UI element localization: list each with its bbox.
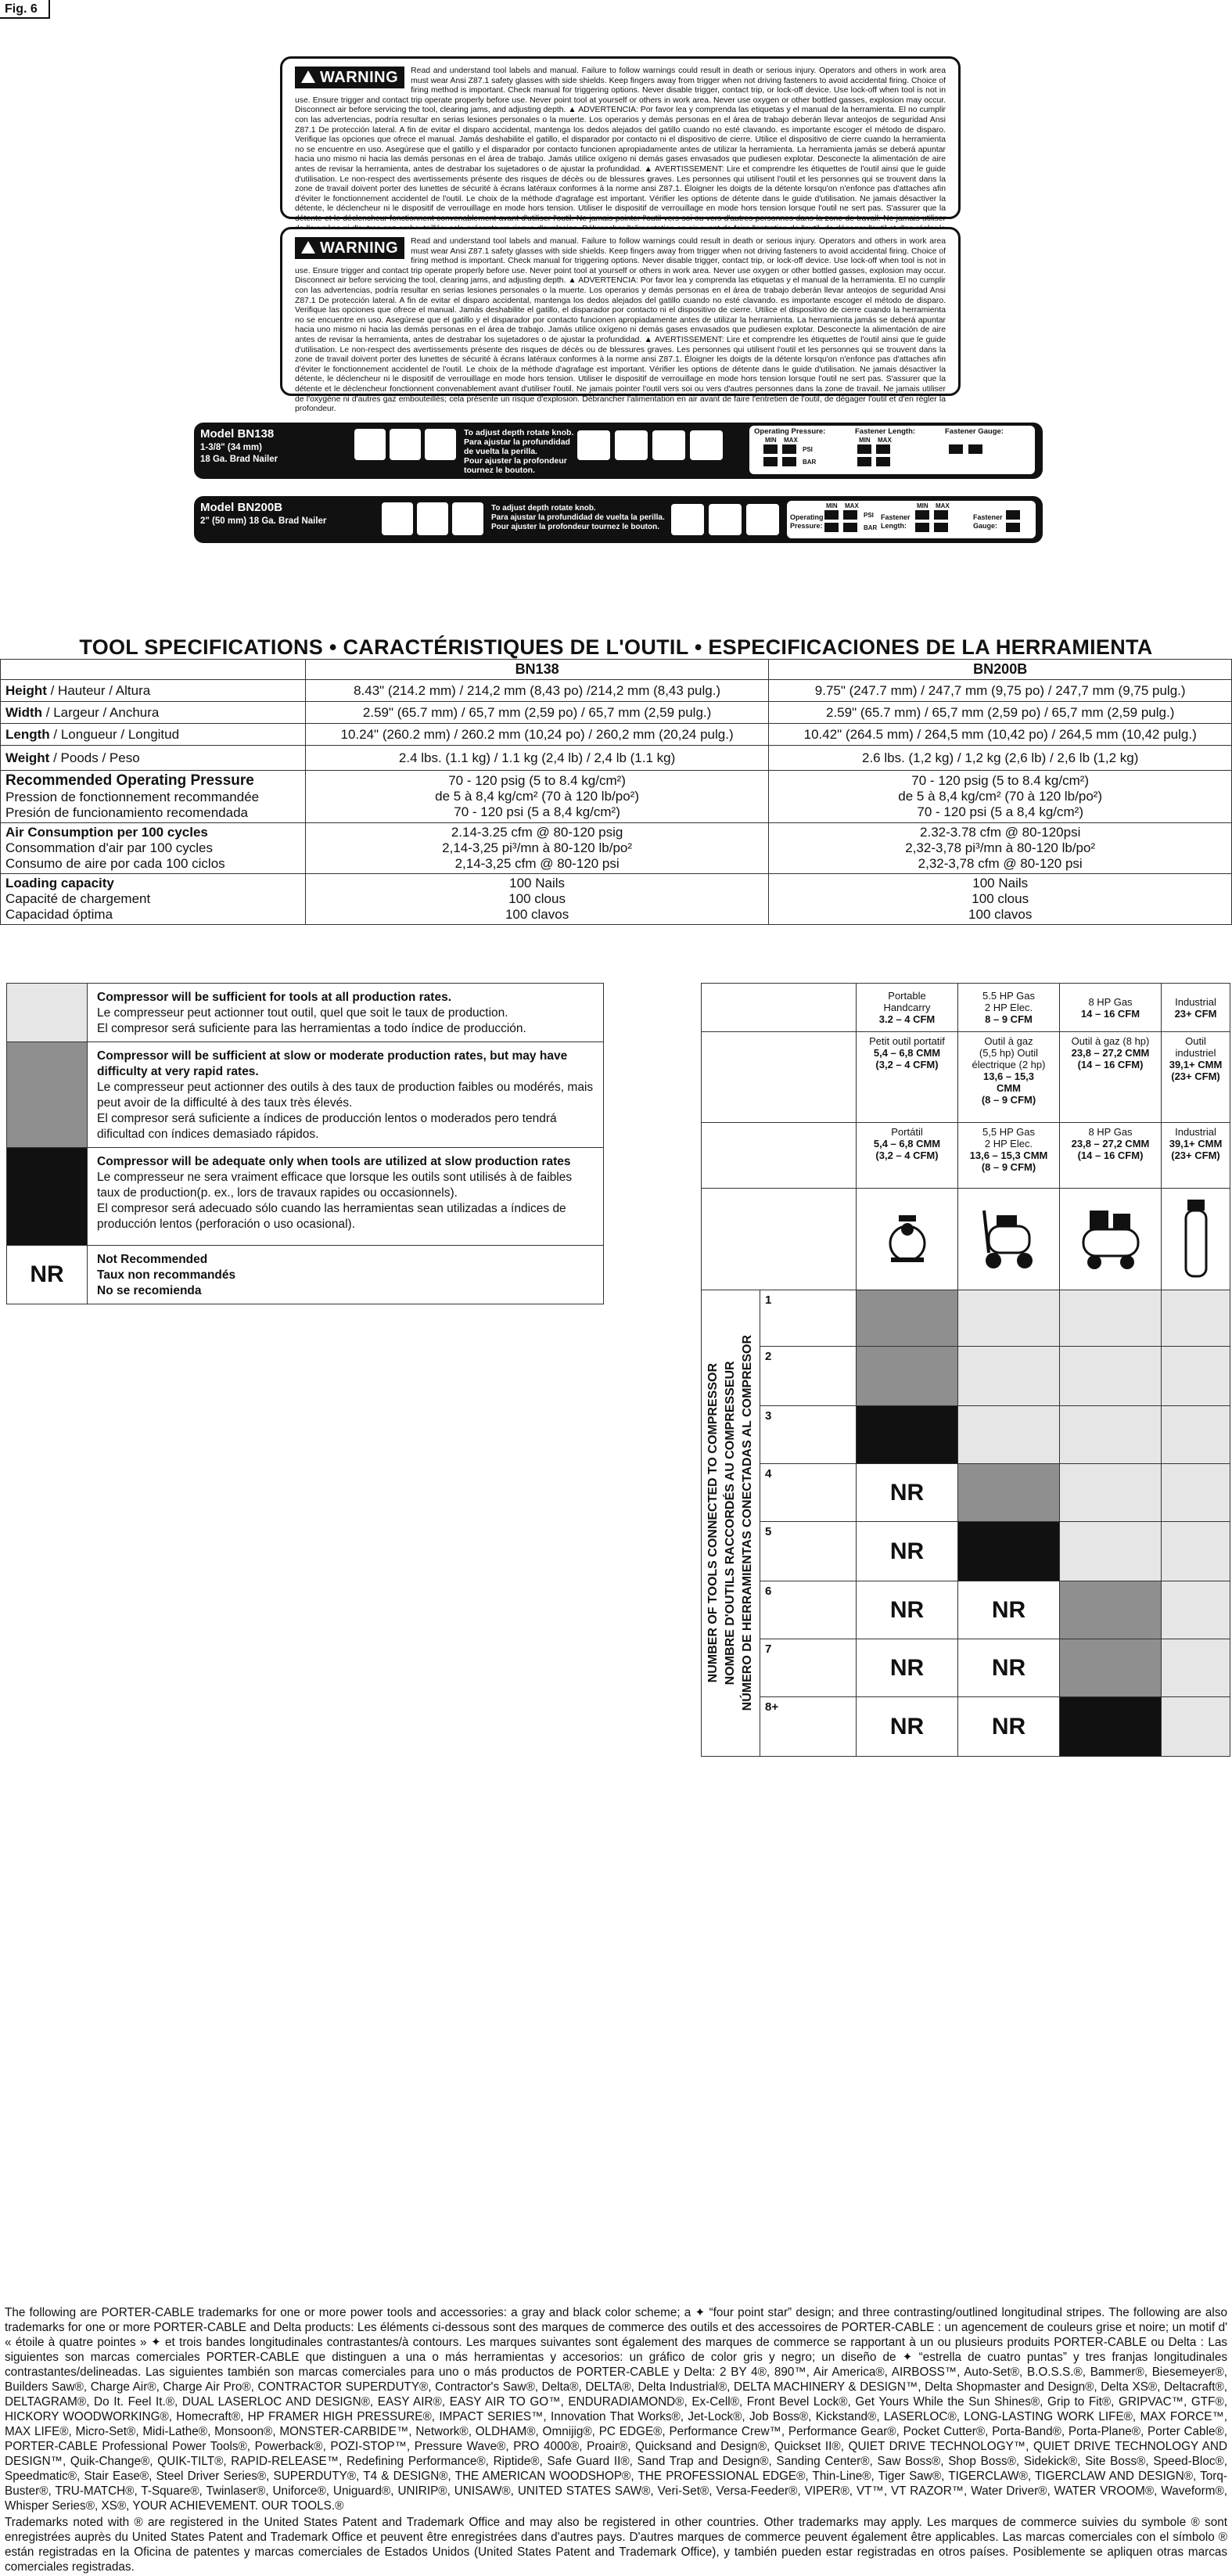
spec-value-line: 100 clous [508, 891, 566, 906]
value-box [1006, 510, 1020, 520]
col-text: 14 – 16 CFM [1080, 1007, 1140, 1020]
legend-es: No se recomienda [97, 1284, 202, 1297]
depth-line: To adjust depth rotate knob. [464, 428, 574, 437]
value-box [934, 510, 948, 520]
value-box [843, 510, 857, 520]
length-label: Length: [881, 522, 907, 530]
trademark-paragraph: The following are PORTER-CABLE trademarks for one or more power tools and accessories: a gray and black color scheme; a ✦ “four point star” design; and three contrasting/outlined longitudinal stripes. The following are also trademarks for one or more PORTER-CABLE and Delta products: Les éléments ci-dessous sont des marques de commerce des outils et des accessoires de PORTER-CABLE : un agencement de couleurs grise et noire; un motif d' « étoile à quatre pointes » ✦ et trois bandes longitudinales contrastantes/à contours. Les marques suivantes sont également des marques de commerce se rapportant à un ou plusieurs produits PORTER-CABLE ou Delta : Las siguientes son marcas comerciales PORTER-CABLE que distinguen a una o más herramientas y accesorios: un gráfico de color gris y negro; un diseño de ✦ “estrella de cuatro puntas” y tres franjas longitudinales contrastantes/delineadas. Las siguientes también son marcas comerciales para uno o más productos de PORTER-CABLE y Delta: 2 BY 4®, 890™, Air America®, AIRBOSS™, Auto-Set®, B.O.S.S.®, Bammer®, Biesemeyer®, Builders Saw®, Charge Air®, Charge Air Pro®, CONTRACTOR SUPERDUTY®, Contractor's Saw®, Delta®, DELTA®, Delta Industrial®, DELTA MACHINERY & DESIGN™, Delta Shopmaster and Design®, Delta XS®, Deltacraft®, DELTAGRAM®, Do It. Feel It.®, DUAL LASERLOC AND DESIGN®, EASY AIR®, EASY AIR TO GO™, ENDURADIAMOND®, Ex-Cell®, Front Bevel Lock®, Get Yours While the Sun Shines®, Grip to Fit®, GRIPVAC™, GTF®, HICKORY WOODWORKING®, Homecraft®, HP FRAMER HIGH PRESSURE®, IMPACT SERIES™, Innovation That Works®, Jet-Lock®, Job Boss®, Kickstand®, LASERLOC®, LONG-LASTING WORK LIFE®, MAX FORCE™, MAX LIFE®, Micro-Set®, Midi-Lathe®, Monsoon®, MONSTER-CARBIDE™, Network®, OLDHAM®, Omnijig®, PC EDGE®, Performance Crew™, Performance Gear®, Pocket Cutter®, Porta-Band®, Porta-Plane®, Porter Cable®, PORTER-CABLE Professional Power Tools®, Powerback®, POZI-STOP™, Pressure Wave®, PRO 4000®, Proair®, Quicksand and Design®, Quickset II®, QUIET DRIVE TECHNOLOGY™, QUIET DRIVE TECHNOLOGY AND DESIGN™, Quik-Change®, QUIK-TILT®, RAPID-RELEASE™, Redefining Performance®, Riptide®, Safe Guard II®, Sand Trap and Design®, Sanding Center®, Saw Boss®, Shop Boss®, Sidekick®, Site Boss®, Speed-Bloc®, Speedmatic®, Stair Ease®, Steel Driver Series®, SUPERDUTY®, T4 & DESIGN®, THE AMERICAN WOODSHOP®, THE PROFESSIONAL EDGE®, Thin-Line®, Tiger Saw®, TIGERCLAW®, TIGERCLAW AND DESIGN®, Torq-Buster®, TRU-MATCH®, T-Square®, Twinlaser®, Uniforce®, Uniguard®, UNIRIP®, UNISAW®, UNITED STATES SAW®, Veri-Set®, Versa-Feeder®, VIPER®, VT™, VT RAZOR™, Water Driver®, WATER VROOM®, Waveform®, Whisper Series®, XS®, YOUR ACHIEVEMENT. OUR TOOLS.® [5, 2306, 1227, 2513]
portable-compressor-icon [880, 1211, 935, 1265]
cell-light [1060, 1347, 1162, 1406]
col-portable [857, 1123, 958, 1189]
row-number: 7 [760, 1639, 857, 1697]
cell-light [1060, 1464, 1162, 1522]
spec-value: 2.59" (65.7 mm) / 65,7 mm (2,59 po) / 65,7 mm (2,59 pulg.) [305, 702, 769, 724]
depth-line: Para ajustar la profundidad [464, 437, 570, 447]
nail-diagram-icon [652, 430, 685, 460]
plate-type: 18 Ga. Brad Nailer [200, 455, 278, 464]
cell-light [1162, 1290, 1230, 1347]
model-plate-bn200b [194, 496, 1043, 543]
spec-label-line: Consommation d'air par 100 cycles [5, 840, 213, 855]
spec-value [305, 874, 769, 925]
spec-value: 2.4 lbs. (1.1 kg) / 1.1 kg (2,4 lb) / 2,4 lb (1.1 kg) [305, 746, 769, 771]
industrial-compressor-icon [1162, 1189, 1230, 1290]
value-box [857, 444, 871, 454]
specs-header-row [1, 660, 1232, 680]
spec-value: 10.24" (260.2 mm) / 260.2 mm (10,24 po) / 260,2 mm (20,24 pulg.) [305, 724, 769, 746]
cell-light [1060, 1406, 1162, 1464]
bar-label: BAR [803, 459, 817, 466]
spec-value-line: 2.32-3.78 cfm @ 80-120psi [920, 825, 1081, 840]
col-text: 3.2 – 4 CFM [878, 1013, 936, 1025]
spec-value-line: 100 clavos [505, 907, 569, 922]
cell-light [1162, 1347, 1230, 1406]
legend-en: Compressor will be adequate only when tools are utilized at slow production rates [97, 1155, 571, 1168]
warning-text-2: Read and understand tool labels and manual. Failure to follow warnings could result in death or serious injury. Operators and others in work area must wear Ansi Z87.1 safety glasses with side shields. Keep fingers away from trigger when not driving fasteners to avoid accidental firing. Choice of firing method is important. Check manual for triggering options. Never disable trigger, contact trip, or lock-off device. Use lock-off when tool is not in use. Ensure trigger and contact trip operate properly before use. Never point tool at yourself or others in work area. Never use oxygen or other bottled gasses, explosion may occur. Disconnect air before servicing the tool, clearing jams, and adjusting depth. ▲ ADVERTENCIA: Por favor lea y comprenda las etiquetas y el manual de la herramienta. El no cumplir con las advertencias, podría resultar en serias lesiones personales o la muerte. Los operarios y demás personas en el área de trabajo deberán llevar anteojos de seguridad Ansi Z87.1 De protección lateral. A fin de evitar el disparo accidental, mantenga los dedos alejados del gatillo cuando no esté clavando. es importante escoger el método de disparo. Verifique las opciones que ofrece el manual. Jamás deshabilite el gatillo, el disparador por contacto ni el dispositivo de cierre. Utilice el dispositivo de cierre cuando la herramienta no se encuentre en uso. Asegúrese que el gatillo y el disparador por contacto funcionen apropiadamente antes de utilizar la herramienta. La herramienta jamás se deberá apuntar hacia uno mismo ni hacia las demás personas en el área de trabajo. Jamás utilice oxígeno ni demás gases envasados que pudiesen explotar. Desconecte la alimentación de aire antes de revisar la herramienta, antes de destrabar los sujetadores o de ajustar la profundidad. ▲ AVERTISSEMENT: Lire et comprendre les étiquettes de l'outil ainsi que le guide d'utilisation. Le non-respect des avertissements présente des risques de décès ou de blessures graves. Les personnes qui utilisent l'outil et les personnes qui se trouvent dans la zone de travail doivent porter des lunettes de sécurité à écrans latéraux conformes à la norme ansi Z87.1. Éloigner les doigts de la détente lorsqu'on n'enfonce pas d'attaches afin d'éviter le fonctionnement accidentel de l'outil. Le choix de la méthode d'agrafage est important. Vérifier les options de détente dans le guide d'utilisation. Ne jamais désactiver la détente, le déclencheur ni le dispositif de verrouillage en mode hors tension. Utiliser le dispositif de verrouillage en mode hors tension lorsque l'outil ne sert pas. S'assurer que la détente et le déclencheur fonctionnent convenablement avant d'utiliser l'outil. Ne jamais pointer l'outil vers soi ou vers d'autres personnes dans la zone de travail. Ne jamais utiliser de l'oxygène ni d'autres gaz embouteillés; cela présente un risque d'explosion. Débrancher l'alimentation en air avant de faire l'entretien de l'outil, de dégager l'outil et d'en régler la profondeur. [295, 237, 946, 414]
min-label: MIN [765, 437, 777, 444]
operating-pressure-panel [749, 426, 1035, 474]
plate-size: 1-3/8" (34 mm) [200, 443, 262, 452]
spec-value: 8.43" (214.2 mm) / 214,2 mm (8,43 po) /214,2 mm (8,43 pulg.) [305, 680, 769, 702]
spec-value: 10.42" (264.5 mm) / 264,5 mm (10,42 po) / 264,5 mm (10,42 pulg.) [769, 724, 1232, 746]
spec-value-line: 70 - 120 psi (5 a 8,4 kg/cm²) [454, 804, 620, 819]
cell-nr: NR [857, 1581, 958, 1639]
spec-value: 2.59" (65.7 mm) / 65,7 mm (2,59 po) / 65,7 mm (2,59 pulg.) [769, 702, 1232, 724]
operating-label: Operating [790, 513, 824, 521]
nail-diagram-icon [746, 504, 779, 535]
col-5hp [958, 984, 1060, 1032]
warning-triangle-icon [301, 241, 315, 254]
spec-value-line: 2,14-3,25 pi³/mn à 80-120 lb/po² [442, 840, 633, 855]
col-industrial [1162, 984, 1230, 1032]
spec-label-line: Pression de fonctionnement recommandée [5, 790, 260, 804]
spec-value-line: 100 Nails [509, 876, 566, 890]
safety-pictogram-icon [425, 429, 456, 460]
figure-label: Fig. 6 [0, 0, 50, 19]
cell-medium [958, 1464, 1060, 1522]
compressor-legend [6, 983, 604, 1304]
min-label: MIN [859, 437, 871, 444]
fastener-label: Fastener [973, 513, 1003, 521]
plate-size-type: 2" (50 mm) 18 Ga. Brad Nailer [200, 516, 327, 526]
bar-label: BAR [864, 524, 878, 531]
value-box [1006, 523, 1020, 532]
spec-value-line: 100 Nails [972, 876, 1029, 890]
spec-label-line: Air Consumption per 100 cycles [5, 825, 208, 840]
spec-value [769, 823, 1232, 874]
legend-en: Not Recommended [97, 1253, 208, 1266]
compressor-table [701, 983, 1230, 1757]
nail-diagram-icon [690, 430, 723, 460]
max-label: MAX [878, 437, 892, 444]
legend-en: Compressor will be sufficient at slow or moderate production rates, but may have difficulty at very rapid rates. [97, 1049, 568, 1078]
col-text: 23+ CFM [1174, 1007, 1217, 1020]
min-label: MIN [826, 502, 838, 509]
spec-label-line: Presión de funcionamiento recomendada [5, 805, 248, 820]
col-text: 2 HP Elec. [984, 1002, 1033, 1013]
col-text: 39,1+ CMM [1169, 1059, 1223, 1070]
col-text: (8 – 9 CFM) [981, 1161, 1036, 1173]
col-text: 5.5 HP Gas [982, 990, 1035, 1002]
value-box [843, 523, 857, 532]
cell-medium [857, 1347, 958, 1406]
vertical-label-cell [702, 1290, 760, 1757]
wheeled-compressor-icon [958, 1189, 1060, 1290]
blank [702, 1189, 857, 1290]
legend-text [88, 984, 536, 1042]
nail-diagram-icon [671, 504, 704, 535]
vertical-label-line: NOMBRE D'OUTILS RACCORDÉS AU COMPRESSEUR [724, 1361, 737, 1686]
warning-heading-2: WARNING [295, 237, 404, 259]
legend-swatch-dark [7, 1148, 88, 1245]
compressor-header-es [702, 1123, 1230, 1189]
col-text: Outil à gaz (8 hp) [1071, 1035, 1150, 1047]
psi-label: PSI [803, 446, 813, 453]
col-text: (23+ CFM) [1171, 1149, 1220, 1161]
col-5hp [958, 1032, 1060, 1123]
legend-es: El compresor será suficiente para las herramientas a todo índice de producción. [97, 1022, 526, 1035]
col-portable [857, 984, 958, 1032]
gas-compressor-icon [1076, 1203, 1146, 1273]
tool-count-row-2 [702, 1347, 1230, 1406]
col-text: 23,8 – 27,2 CMM [1071, 1138, 1150, 1149]
cell-nr: NR [857, 1522, 958, 1581]
col-text: (5,5 hp) Outil [979, 1047, 1039, 1059]
cell-medium [1060, 1581, 1162, 1639]
cell-light [958, 1290, 1060, 1347]
value-box [968, 444, 982, 454]
cell-nr: NR [958, 1697, 1060, 1757]
legend-fr: Le compresseur ne sera vraiment efficace que lorsque les outils sont utilisés à de faibles taux de production(p. ex., lors de travaux rapides ou occasionnels). [97, 1171, 573, 1200]
tool-count-row-7 [702, 1639, 1230, 1697]
vertical-label [705, 1335, 756, 1711]
tool-count-row-1 [702, 1290, 1230, 1347]
legend-text [88, 1148, 603, 1245]
value-box [857, 457, 871, 466]
cell-light [1162, 1406, 1230, 1464]
pressure-label: Pressure: [790, 522, 823, 530]
cell-light [1162, 1464, 1230, 1522]
spec-row-height [1, 680, 1232, 702]
spec-value-line: 70 - 120 psig (5 to 8.4 kg/cm²) [911, 773, 1090, 788]
cell-light [958, 1347, 1060, 1406]
legend-swatch-medium [7, 1042, 88, 1147]
spec-value-line: 100 clous [972, 891, 1029, 906]
cell-light [1162, 1697, 1230, 1757]
spec-label [1, 823, 306, 874]
trademark-footer [5, 2305, 1227, 2576]
legend-fr: Le compresseur peut actionner des outils à des taux de production faibles ou modérés, mais peut avoir de la difficulté à des taux très élevés. [97, 1081, 594, 1110]
col-text: 39,1+ CMM [1169, 1138, 1223, 1149]
spec-value-line: 2,32-3,78 pi³/mn à 80-120 lb/po² [905, 840, 1096, 855]
depth-line: Pour ajuster la profondeur tournez le bouton. [491, 523, 660, 531]
spec-row-air [1, 823, 1232, 874]
value-box [763, 457, 778, 466]
warning-triangle-icon [301, 70, 315, 83]
col-text: Petit outil portatif [869, 1035, 945, 1047]
col-text: (23+ CFM) [1171, 1070, 1220, 1082]
cell-medium [1060, 1639, 1162, 1697]
blank [702, 1123, 857, 1189]
value-box [915, 510, 929, 520]
warning-label-2 [280, 227, 961, 414]
value-box [949, 444, 963, 454]
spec-row-width [1, 702, 1232, 724]
row-number: 2 [760, 1347, 857, 1406]
spec-value-line: de 5 à 8,4 kg/cm² (70 à 120 lb/po²) [898, 789, 1103, 804]
col-5hp [958, 1123, 1060, 1189]
col-text: industriel [1175, 1047, 1216, 1059]
spec-value [769, 874, 1232, 925]
spec-label [1, 874, 306, 925]
spec-label-line: Recommended Operating Pressure [5, 772, 254, 789]
portable-compressor-icon [857, 1189, 958, 1290]
max-label: MAX [784, 437, 798, 444]
depth-line: To adjust depth rotate knob. [491, 504, 596, 513]
depth-text [464, 428, 573, 475]
nail-diagram-icon [577, 430, 610, 460]
col-text: 5,5 HP Gas [982, 1126, 1035, 1138]
cell-light [958, 1406, 1060, 1464]
col-text: (14 – 16 CFM) [1077, 1059, 1144, 1070]
spec-value: 9.75" (247.7 mm) / 247,7 mm (9,75 po) / 247,7 mm (9,75 pulg.) [769, 680, 1232, 702]
industrial-compressor-icon [1176, 1195, 1216, 1281]
spec-value-line: de 5 à 8,4 kg/cm² (70 à 120 lb/po²) [435, 789, 639, 804]
header-blank [1, 660, 306, 680]
depth-line: Para ajustar la profundidad de vuelta la perilla. [491, 513, 665, 522]
col-text: (3,2 – 4 CFM) [875, 1149, 939, 1161]
legend-row-medium [7, 1042, 603, 1148]
row-number: 8+ [760, 1697, 857, 1757]
col-text: 13,6 – 15,3 CMM [969, 1149, 1048, 1161]
fastener-label: Fastener [881, 513, 911, 521]
safety-pictogram-icon [382, 502, 413, 535]
blank [702, 1032, 857, 1123]
legend-en: Compressor will be sufficient for tools at all production rates. [97, 991, 452, 1004]
fastener-length-label: Fastener Length: [855, 427, 916, 436]
spec-value-line: 2.14-3.25 cfm @ 80-120 psig [451, 825, 623, 840]
compressor-chart [701, 983, 1230, 1757]
header-bn138: BN138 [305, 660, 769, 680]
col-text: Portátil [891, 1126, 923, 1138]
tool-count-row-3 [702, 1406, 1230, 1464]
spec-value-line: 100 clavos [968, 907, 1033, 922]
col-text: 8 HP Gas [1088, 1126, 1133, 1138]
spec-value [305, 823, 769, 874]
cell-light [1060, 1290, 1162, 1347]
depth-line: Pour ajuster la profondeur [464, 456, 567, 466]
safety-pictogram-icon [390, 429, 421, 460]
col-portable [857, 1032, 958, 1123]
warning-label-1 [280, 56, 961, 223]
cell-light [1162, 1639, 1230, 1697]
col-text: 8 HP Gas [1088, 995, 1133, 1008]
cell-nr: NR [958, 1639, 1060, 1697]
col-8hp [1060, 984, 1162, 1032]
safety-pictogram-icon [452, 502, 483, 535]
row-number: 4 [760, 1464, 857, 1522]
spec-label-line: Consumo de aire por cada 100 ciclos [5, 856, 225, 871]
spec-value-line: 70 - 120 psig (5 to 8.4 kg/cm²) [448, 773, 626, 788]
tool-count-row-4 [702, 1464, 1230, 1522]
col-text: Industrial [1175, 995, 1216, 1008]
spec-label: Length / Longueur / Longitud [1, 724, 306, 746]
value-box [934, 523, 948, 532]
operating-pressure-label: Operating Pressure: [754, 427, 826, 436]
cell-light [1060, 1522, 1162, 1581]
vertical-label-line: NÚMERO DE HERRAMIENTAS CONECTADAS AL COMPRESOR [741, 1335, 754, 1711]
fastener-gauge-label: Fastener Gauge: [945, 427, 1004, 436]
col-text: 2 HP Elec. [984, 1138, 1033, 1149]
spec-value-line: 2,32-3,78 cfm @ 80-120 psi [918, 856, 1083, 871]
specs-table [0, 659, 1232, 925]
col-text: Portable [888, 990, 926, 1002]
cell-nr: NR [857, 1639, 958, 1697]
col-text: Industrial [1175, 1126, 1216, 1138]
max-label: MAX [936, 502, 950, 509]
spec-label-line: Capacité de chargement [5, 891, 151, 906]
header-bn200b: BN200B [769, 660, 1232, 680]
value-box [876, 457, 890, 466]
legend-fr: Taux non recommandés [97, 1268, 236, 1282]
legend-es: El compresor será adecuado sólo cuando las herramientas sean utilizadas a índices de producción lentos (perforación o uso ocasional). [97, 1202, 566, 1231]
safety-pictogram-icon [354, 429, 386, 460]
col-text: CMM [996, 1082, 1022, 1094]
col-industrial [1162, 1032, 1230, 1123]
legend-text [88, 1246, 245, 1304]
col-text: (8 – 9 CFM) [981, 1094, 1036, 1106]
spec-value-line: 2,14-3,25 cfm @ 80-120 psi [454, 856, 620, 871]
cell-dark [958, 1522, 1060, 1581]
gas-compressor-icon [1060, 1189, 1162, 1290]
value-box [763, 444, 778, 454]
specs-title: TOOL SPECIFICATIONS • CARACTÉRISTIQUES DE L'OUTIL • ESPECIFICACIONES DE LA HERRAMIENTA [79, 635, 1153, 659]
row-number: 5 [760, 1522, 857, 1581]
value-box [782, 444, 796, 454]
operating-pressure-panel [787, 501, 1036, 538]
spec-label: Width / Largeur / Anchura [1, 702, 306, 724]
cell-nr: NR [958, 1581, 1060, 1639]
gauge-label: Gauge: [973, 522, 998, 530]
plate-model-name: Model BN200B [200, 501, 283, 514]
value-box [782, 457, 796, 466]
nail-diagram-icon [709, 504, 742, 535]
row-number: 3 [760, 1406, 857, 1464]
cell-dark [857, 1406, 958, 1464]
depth-line: de vuelta la perilla. [464, 447, 537, 456]
legend-swatch-light [7, 984, 88, 1042]
cell-light [1162, 1581, 1230, 1639]
plate-model-name: Model BN138 [200, 427, 275, 441]
col-industrial [1162, 1123, 1230, 1189]
value-box [876, 444, 890, 454]
spec-row-pressure [1, 771, 1232, 823]
cell-dark [1060, 1697, 1162, 1757]
psi-label: PSI [864, 512, 874, 519]
cell-light [1162, 1522, 1230, 1581]
warning-text-1: Read and understand tool labels and manual. Failure to follow warnings could result in death or serious injury. Operators and others in work area must wear Ansi Z87.1 safety glasses with side shields. Keep fingers away from trigger when not driving fasteners to avoid accidental firing. Choice of firing method is important. Check manual for triggering options. Never disable trigger, contact trip, or lock-off device. Use lock-off when tool is not in use. Ensure trigger and contact trip operate properly before use. Never point tool at yourself or others in work area. Never use oxygen or other bottled gasses, explosion may occur. Disconnect air before servicing the tool, clearing jams, and adjusting depth. ▲ ADVERTENCIA: Por favor lea y comprenda las etiquetas y el manual de la herramienta. El no cumplir con las advertencias, podría resultar en serias lesiones personales o la muerte. Los operarios y demás personas en el área de trabajo deberán llevar anteojos de seguridad Ansi Z87.1 De protección lateral. A fin de evitar el disparo accidental, mantenga los dedos alejados del gatillo cuando no esté clavando. es importante escoger el método de disparo. Verifique las opciones que ofrece el manual. Jamás deshabilite el gatillo, el disparador por contacto ni el dispositivo de cierre. Utilice el dispositivo de cierre cuando la herramienta no se encuentre en uso. Asegúrese que el gatillo y el disparador por contacto funcionen apropiadamente antes de utilizar la herramienta. La herramienta jamás se deberá apuntar hacia uno mismo ni hacia las demás personas en el área de trabajo. Jamás utilice oxígeno ni demás gases envasados que pudiesen explotar. Desconecte la alimentación de aire antes de revisar la herramienta, antes de destrabar los sujetadores o de ajustar la profundidad. ▲ AVERTISSEMENT: Lire et comprendre les étiquettes de l'outil ainsi que le guide d'utilisation. Le non-respect des avertissements présente des risques de décès ou de blessures graves. Les personnes qui utilisent l'outil et les personnes qui se trouvent dans la zone de travail doivent porter des lunettes de sécurité à écrans latéraux conformes à la norme ansi Z87.1. Éloigner les doigts de la détente lorsqu'on n'enfonce pas d'attaches afin d'éviter le fonctionnement accidentel de l'outil. Le choix de la méthode d'agrafage est important. Vérifier les options de détente dans le guide d'utilisation. Ne jamais désactiver la détente, le déclencheur ni le dispositif de verrouillage en mode hors tension. Utiliser le dispositif de verrouillage en mode hors tension lorsque l'outil ne sert pas. S'assurer que la détente et le déclencheur fonctionnent convenablement avant d'utiliser l'outil. Ne jamais pointer l'outil vers soi ou vers d'autres personnes dans la zone de travail. Ne jamais utiliser [295, 67, 946, 223]
col-text: 23,8 – 27,2 CMM [1071, 1047, 1150, 1059]
spec-label: Weight / Poods / Peso [1, 746, 306, 771]
col-text: Outil [1185, 1035, 1206, 1047]
col-text: (3,2 – 4 CFM) [875, 1059, 939, 1070]
cell-nr: NR [857, 1697, 958, 1757]
col-text: 5,4 – 6,8 CMM [873, 1047, 941, 1059]
col-text: Outil à gaz [984, 1035, 1033, 1047]
spec-value-line: 70 - 120 psi (5 a 8,4 kg/cm²) [917, 804, 1083, 819]
spec-row-loading [1, 874, 1232, 925]
cell-medium [857, 1290, 958, 1347]
vertical-label-line: NUMBER OF TOOLS CONNECTED TO COMPRESSOR [706, 1363, 720, 1683]
tool-count-row-5 [702, 1522, 1230, 1581]
legend-row-light [7, 984, 603, 1042]
tool-count-row-8 [702, 1697, 1230, 1757]
spec-value [769, 771, 1232, 823]
legend-swatch-nr: NR [7, 1246, 88, 1304]
value-box [824, 523, 839, 532]
col-8hp [1060, 1032, 1162, 1123]
value-box [915, 523, 929, 532]
compressor-header-fr [702, 1032, 1230, 1123]
min-label: MIN [917, 502, 928, 509]
cell-nr: NR [857, 1464, 958, 1522]
legend-row-dark [7, 1148, 603, 1246]
spec-row-weight [1, 746, 1232, 771]
compressor-header-en [702, 984, 1230, 1032]
col-text: (14 – 16 CFM) [1077, 1149, 1144, 1161]
wheeled-compressor-icon [978, 1203, 1040, 1273]
nail-diagram-icon [615, 430, 648, 460]
compressor-images-row [702, 1189, 1230, 1290]
blank [702, 984, 857, 1032]
spec-label-line: Capacidad óptima [5, 907, 113, 922]
spec-label [1, 771, 306, 823]
spec-value [305, 771, 769, 823]
spec-row-length [1, 724, 1232, 746]
value-box [824, 510, 839, 520]
col-8hp [1060, 1123, 1162, 1189]
depth-text [491, 504, 665, 532]
col-text: 5,4 – 6,8 CMM [873, 1138, 941, 1149]
spec-label-line: Loading capacity [5, 876, 114, 890]
safety-pictogram-icon [417, 502, 448, 535]
legend-row-nr [7, 1246, 603, 1304]
max-label: MAX [845, 502, 859, 509]
legend-text [88, 1042, 603, 1147]
spec-label: Height / Hauteur / Altura [1, 680, 306, 702]
spec-value: 2.6 lbs. (1,2 kg) / 1,2 kg (2,6 lb) / 2,6 lb (1,2 kg) [769, 746, 1232, 771]
warning-heading-1: WARNING [295, 67, 404, 88]
model-plate-bn138 [194, 423, 1043, 479]
col-text: électrique (2 hp) [972, 1059, 1046, 1070]
row-number: 6 [760, 1581, 857, 1639]
legend-fr: Le compresseur peut actionner tout outil, quel que soit le taux de production. [97, 1006, 508, 1020]
col-text: Handcarry [883, 1002, 931, 1013]
depth-line: tournez le bouton. [464, 466, 535, 475]
trademark-note: Trademarks noted with ® are registered in the United States Patent and Trademark Office and may also be registered in other countries. Other trademarks may apply. Les marques de commerce suivies du symbole ® sont enregistrées auprès du United States Patent and Trademark Office et peuvent être enregistrées dans d'autres pays. D'autres marques de commerce peuvent également être applicables. Las marcas comerciales con el símbolo ® están registradas en la Oficina de patentes y marcas comerciales de Estados Unidos (United States Patent and Trademark Office), y también pueden estar registradas en otros países. Posiblemente se apliquen otras marcas comerciales registradas. [5, 2516, 1227, 2574]
legend-es: El compresor será suficiente a índices de producción lentos o moderados pero tendrá dificultad con índices demasiado rápidos. [97, 1112, 557, 1141]
row-number: 1 [760, 1290, 857, 1347]
col-text: 8 – 9 CFM [985, 1013, 1033, 1025]
col-text: 13,6 – 15,3 [982, 1070, 1035, 1082]
tool-count-row-6 [702, 1581, 1230, 1639]
